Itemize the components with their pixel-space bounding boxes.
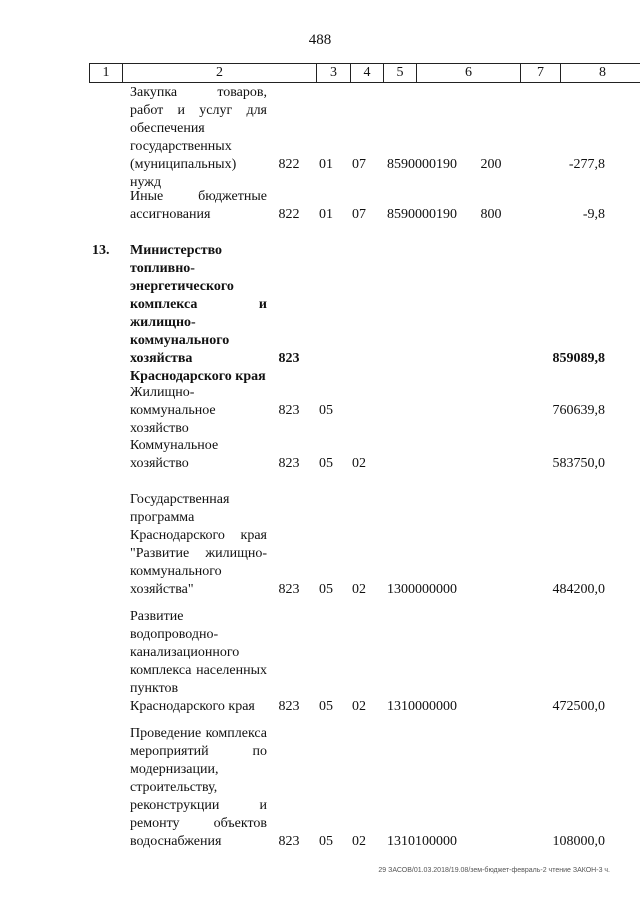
row-rz: 05 bbox=[319, 834, 333, 849]
row-number: 13. bbox=[92, 243, 110, 258]
row-rz: 05 bbox=[319, 403, 333, 418]
header-col-5: 5 bbox=[383, 64, 416, 82]
table-header bbox=[89, 63, 640, 83]
row-pr: 07 bbox=[352, 207, 366, 222]
row-pr: 02 bbox=[352, 834, 366, 849]
row-ved: 823 bbox=[278, 351, 300, 366]
header-col-7: 7 bbox=[520, 64, 560, 82]
row-sum: -9,8 bbox=[582, 207, 605, 222]
header-col-4: 4 bbox=[350, 64, 383, 82]
row-pr: 02 bbox=[352, 456, 366, 471]
row-pr: 02 bbox=[352, 582, 366, 597]
row-sum: 760639,8 bbox=[552, 403, 605, 418]
row-ved: 823 bbox=[278, 403, 300, 418]
row-csr: 8590000190 bbox=[387, 207, 457, 222]
row-sum: -277,8 bbox=[568, 157, 605, 172]
row-rz: 05 bbox=[319, 456, 333, 471]
header-col-8: 8 bbox=[560, 64, 640, 82]
row-name: Министерство топливно-энергетического комплекса и жилищно-коммунального хозяйства Краснодарского края bbox=[130, 243, 267, 384]
row-rz: 05 bbox=[319, 582, 333, 597]
row-name: Коммунальное хозяйство bbox=[130, 438, 219, 471]
row-pr: 02 bbox=[352, 699, 366, 714]
row-ved: 823 bbox=[278, 699, 300, 714]
row-csr: 8590000190 bbox=[387, 157, 457, 172]
row-rz: 05 bbox=[319, 699, 333, 714]
row-sum: 484200,0 bbox=[552, 582, 605, 597]
row-sum: 108000,0 bbox=[552, 834, 605, 849]
row-pr: 07 bbox=[352, 157, 366, 172]
header-col-3: 3 bbox=[316, 64, 350, 82]
row-name: Жилищно-коммунальное хозяйство bbox=[130, 385, 216, 436]
row-csr: 1310000000 bbox=[387, 699, 457, 714]
row-ved: 823 bbox=[278, 582, 300, 597]
row-ved: 823 bbox=[278, 834, 300, 849]
header-col-2: 2 bbox=[122, 64, 316, 82]
footer-file-path: 29 ЗАСОВ/01.03.2018/19.08/зем-бюджет-февраль-2 чтение ЗАКОН-3 ч. bbox=[378, 867, 610, 874]
row-sum: 472500,0 bbox=[552, 699, 605, 714]
row-ved: 822 bbox=[278, 207, 300, 222]
row-name: Государственная программа Краснодарского края "Развитие жилищно-коммунального хозяйства" bbox=[130, 492, 267, 597]
page-number: 488 bbox=[308, 32, 332, 48]
row-rz: 01 bbox=[319, 157, 333, 172]
row-name: Развитие водопроводно-канализационного комплекса населенных пунктов Краснодарского края bbox=[130, 609, 267, 714]
row-sum: 859089,8 bbox=[552, 351, 605, 366]
row-name: Проведение комплекса мероприятий по модернизации, строительству, реконструкции и ремонту объектов водоснабжения bbox=[130, 726, 267, 849]
row-vr: 800 bbox=[480, 207, 502, 222]
header-col-1: 1 bbox=[102, 65, 110, 80]
row-ved: 823 bbox=[278, 456, 300, 471]
row-vr: 200 bbox=[480, 157, 502, 172]
row-sum: 583750,0 bbox=[552, 456, 605, 471]
row-csr: 1310100000 bbox=[387, 834, 457, 849]
row-csr: 1300000000 bbox=[387, 582, 457, 597]
row-name: Закупка товаров, работ и услуг для обеспечения государственных (муниципальных) нужд bbox=[130, 85, 267, 190]
row-name: Иные бюджетные ассигнования bbox=[130, 189, 267, 222]
row-rz: 01 bbox=[319, 207, 333, 222]
row-ved: 822 bbox=[278, 157, 300, 172]
header-col-6: 6 bbox=[416, 64, 520, 82]
